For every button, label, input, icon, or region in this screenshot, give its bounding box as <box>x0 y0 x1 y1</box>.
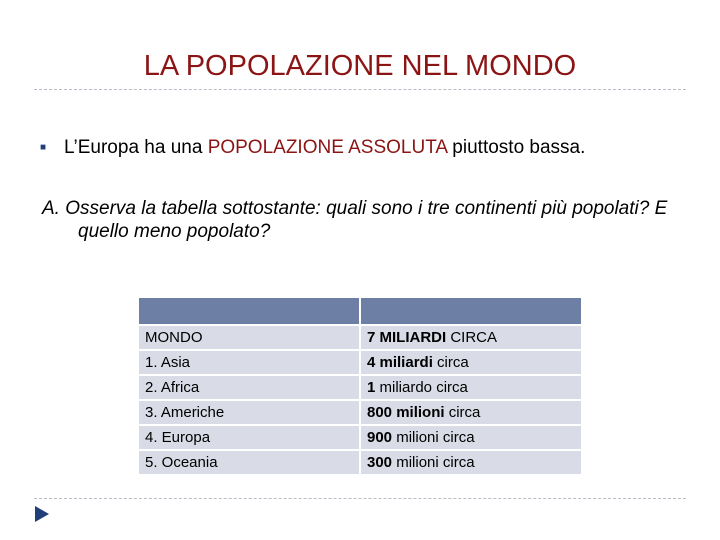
table-row <box>139 426 581 449</box>
population-value-rest: CIRCA <box>446 329 498 346</box>
population-value-strong: 4 miliardi <box>367 354 433 371</box>
table-row <box>139 351 581 374</box>
square-bullet-icon: ■ <box>40 142 47 153</box>
triangle-arrow-icon <box>33 505 51 523</box>
population-value-strong: 7 MILIARDI <box>367 329 447 346</box>
population-cell <box>361 376 581 399</box>
slide-title: LA POPOLAZIONE NEL MONDO <box>143 50 577 82</box>
table-header-cell-2 <box>361 298 581 324</box>
continent-cell: MONDO <box>139 326 359 349</box>
table-row <box>139 326 581 349</box>
table-row <box>139 401 581 424</box>
bullet-text-suffix: piuttosto bassa. <box>447 137 586 158</box>
population-cell <box>361 451 581 474</box>
population-value-rest: milioni circa <box>392 429 475 446</box>
population-value-rest: circa <box>444 404 481 421</box>
table-header-row <box>139 298 581 324</box>
population-cell <box>361 351 581 374</box>
table-row <box>139 451 581 474</box>
population-value-rest: miliardo circa <box>375 379 468 396</box>
population-cell <box>361 326 581 349</box>
table-header-cell-1 <box>139 298 359 324</box>
population-value-rest: circa <box>432 354 469 371</box>
continent-cell: 2. Africa <box>139 376 359 399</box>
population-table <box>137 296 583 476</box>
bullet-text-highlight: POPOLAZIONE ASSOLUTA <box>207 137 448 158</box>
table-row <box>139 376 581 399</box>
bullet-point <box>40 137 690 159</box>
population-value-strong: 900 <box>367 429 393 446</box>
population-cell <box>361 426 581 449</box>
population-value-strong: 1 <box>367 379 376 396</box>
title-divider <box>34 89 686 90</box>
population-value-strong: 800 milioni <box>367 404 445 421</box>
continent-cell: 3. Americhe <box>139 401 359 424</box>
continent-cell: 4. Europa <box>139 426 359 449</box>
footer-divider <box>34 498 686 499</box>
question-text: A. Osserva la tabella sottostante: quali sono i tre continenti più popolati? E quello meno popolato? <box>42 198 668 242</box>
population-value-rest: milioni circa <box>392 454 475 471</box>
bullet-text-prefix: L’Europa ha una <box>64 137 208 158</box>
population-cell <box>361 401 581 424</box>
population-value-strong: 300 <box>367 454 393 471</box>
continent-cell: 5. Oceania <box>139 451 359 474</box>
continent-cell: 1. Asia <box>139 351 359 374</box>
